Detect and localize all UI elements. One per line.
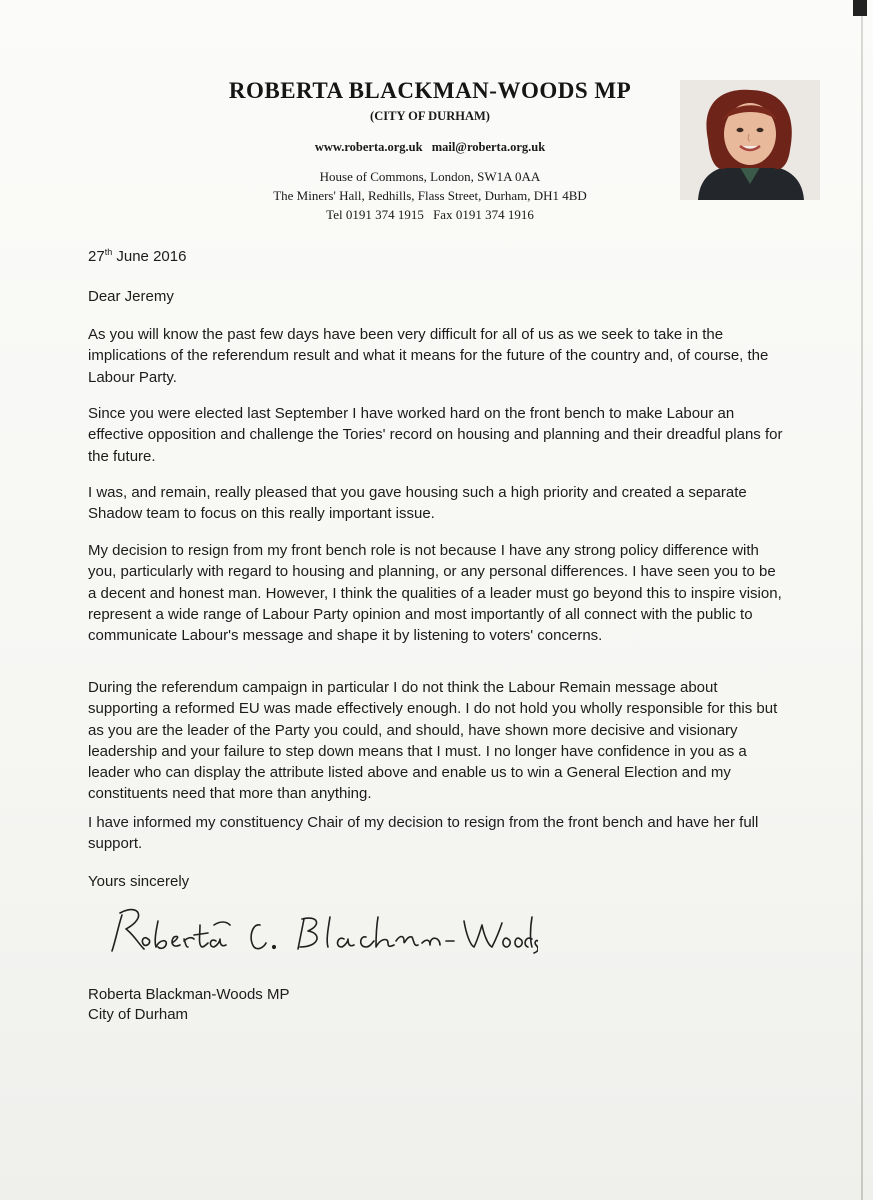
paragraph-5: During the referendum campaign in particular I do not think the Labour Remain message about supporting a reformed EU was made effectively enough. I do not hold you wholly responsible for this but as you are the leader of the Party you could, and should, have shown more decisive and visionary leadership and your failure to step down means that I must. I no longer have confidence in you as a leader who can display the attribute listed above and enable us to win a General Election and my constituents need that more than anything.: [88, 679, 778, 803]
fax: Fax 0191 374 1916: [433, 207, 534, 222]
telephone: Tel 0191 374 1915: [326, 207, 424, 222]
website-link[interactable]: www.roberta.org.uk: [314, 140, 423, 154]
phone-line: [185, 207, 675, 223]
paragraph-2: Since you were elected last September I have worked hard on the front bench to make Labour an effective opposition and challenge the Tories' record on housing and planning and their dreadful plans for the future.: [88, 405, 783, 465]
paragraph-6: I have informed my constituency Chair of my decision to resign from the front bench and have her full support.: [88, 814, 759, 853]
letterhead-contact-web: [185, 140, 675, 155]
paragraph-4: My decision to resign from my front bench role is not because I have any strong policy difference with you, particularly with regard to housing and planning, or any personal differences. I have seen you to be a decent and honest man. However, I think the qualities of a leader must go beyond this to inspire vision, represent a wide range of Labour Party opinion and most importantly of all connect with the public to communicate Labour's message and shape it by listening to voters' concerns.: [88, 542, 782, 645]
signer-constituency: City of Durham: [88, 1006, 189, 1023]
salutation: Dear Jeremy: [88, 288, 174, 305]
portrait-illustration: [680, 80, 820, 200]
scan-corner-mark: [853, 0, 867, 16]
paragraph-3: I was, and remain, really pleased that you gave housing such a high priority and created a separate Shadow team to focus on this really important issue.: [88, 484, 747, 523]
letter-date: [88, 248, 186, 265]
handwritten-signature: [108, 895, 538, 965]
date-suffix: th: [104, 247, 113, 257]
date-day: 27: [88, 248, 105, 265]
mp-portrait-photo: [680, 80, 820, 200]
letterhead-constituency: (CITY OF DURHAM): [370, 109, 490, 123]
address-london: House of Commons, London, SW1A 0AA: [319, 169, 541, 184]
email-link[interactable]: mail@roberta.org.uk: [431, 140, 546, 154]
signer-name: Roberta Blackman-Woods MP: [88, 986, 290, 1003]
paragraph-1: As you will know the past few days have been very difficult for all of us as we seek to take in the implications of the referendum result and what it means for the future of the country and, of course, the Labour Party.: [88, 326, 769, 386]
page-edge: [861, 0, 863, 1200]
letterhead-name: ROBERTA BLACKMAN-WOODS MP: [228, 78, 632, 103]
address-durham: The Miners' Hall, Redhills, Flass Street, Durham, DH1 4BD: [273, 188, 587, 203]
closing: Yours sincerely: [88, 873, 190, 890]
date-month-year: June 2016: [112, 248, 187, 265]
